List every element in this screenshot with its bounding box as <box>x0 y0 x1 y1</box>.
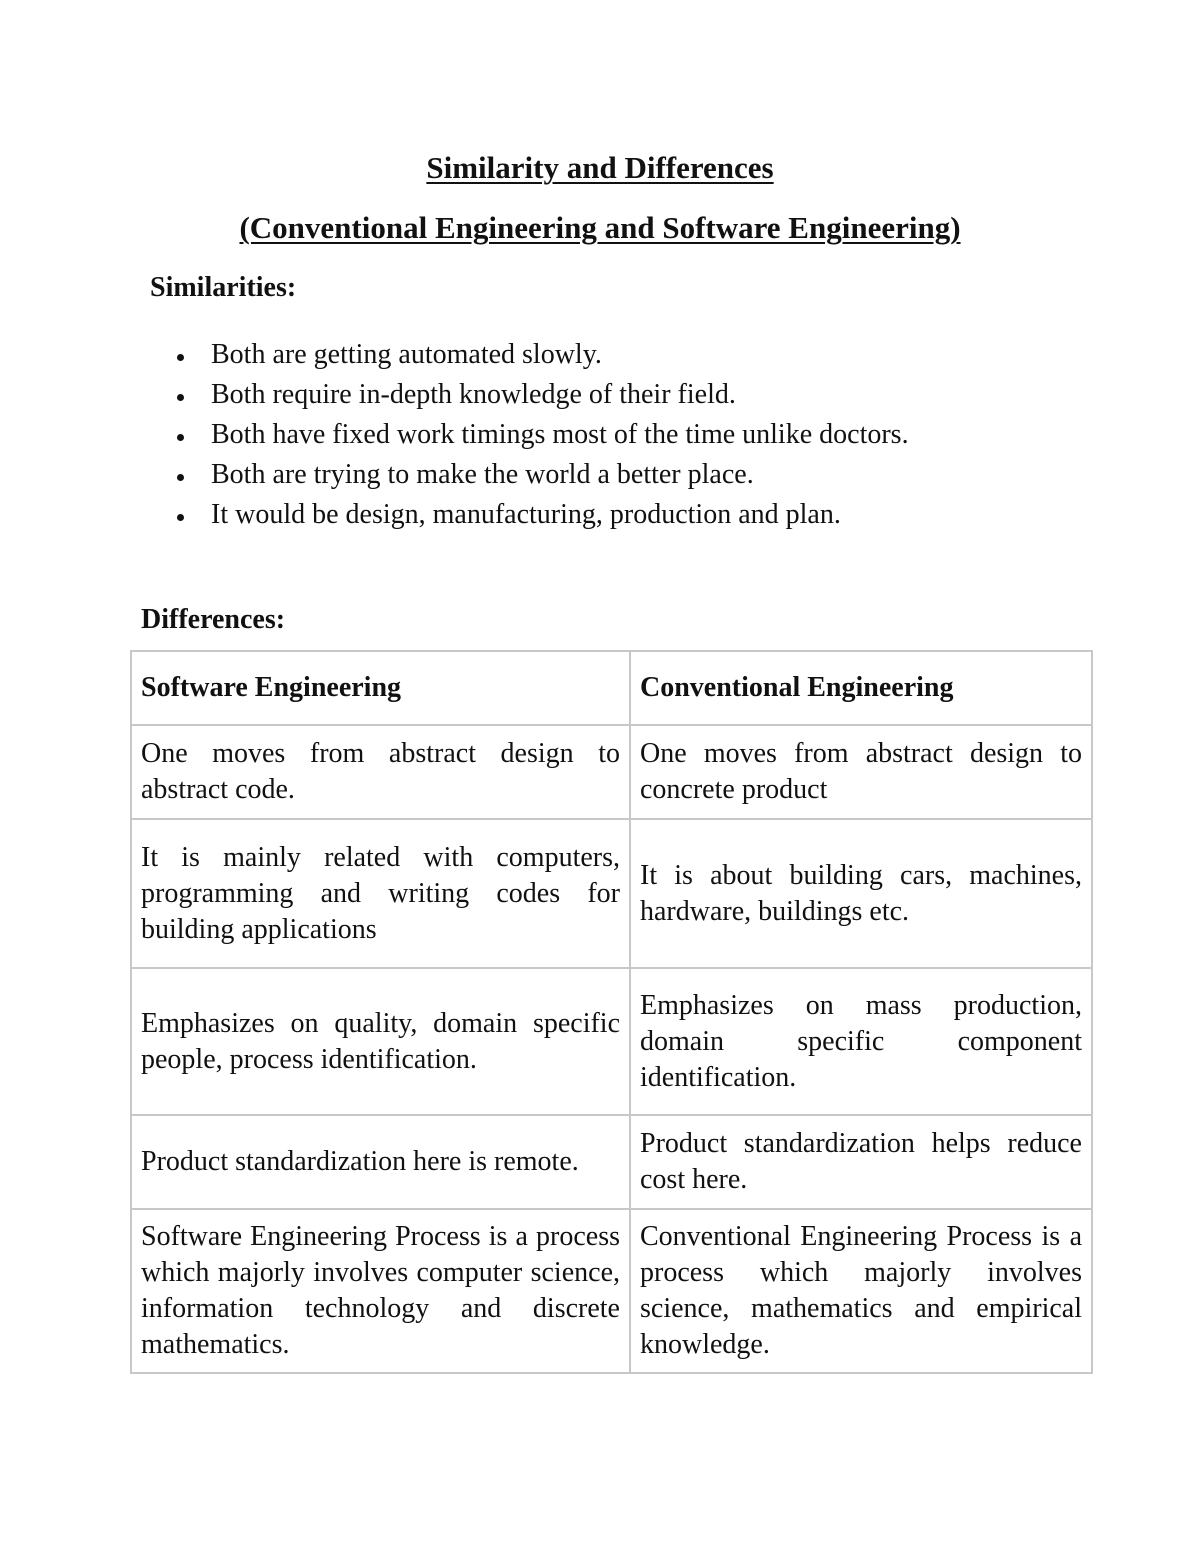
table-cell: Software Engineering Process is a process which majorly involves computer science, information technology and discrete mathematics. <box>131 1209 630 1373</box>
bullet-icon <box>177 514 184 521</box>
table-cell: Product standardization here is remote. <box>131 1115 630 1209</box>
table-row <box>131 819 1092 968</box>
table-cell: It is about building cars, machines, hardware, buildings etc. <box>630 819 1092 968</box>
table-cell: Emphasizes on quality, domain specific people, process identification. <box>131 968 630 1115</box>
table-row <box>131 1209 1092 1373</box>
document-title: Similarity and Differences <box>426 150 774 185</box>
table-cell: One moves from abstract design to concrete product <box>630 725 1092 819</box>
document-subtitle: (Conventional Engineering and Software Engineering) <box>239 210 961 245</box>
table-cell: Conventional Engineering Process is a process which majorly involves science, mathematics and empirical knowledge. <box>630 1209 1092 1373</box>
list-item <box>170 417 909 457</box>
column-header-conventional: Conventional Engineering <box>630 651 1092 725</box>
bullet-icon <box>177 354 184 361</box>
table-cell: Emphasizes on mass production, domain specific component identification. <box>630 968 1092 1115</box>
bullet-icon <box>177 434 184 441</box>
table-header-row <box>131 651 1092 725</box>
table-row <box>131 1115 1092 1209</box>
column-header-software: Software Engineering <box>131 651 630 725</box>
table-cell: One moves from abstract design to abstract code. <box>131 725 630 819</box>
list-item <box>170 377 909 417</box>
list-item-text: It would be design, manufacturing, production and plan. <box>211 499 841 530</box>
similarities-heading: Similarities: <box>150 272 297 303</box>
list-item <box>170 457 909 497</box>
table-row <box>131 968 1092 1115</box>
list-item <box>170 497 909 537</box>
list-item-text: Both are getting automated slowly. <box>211 339 602 370</box>
bullet-icon <box>177 474 184 481</box>
differences-heading: Differences: <box>141 604 286 635</box>
table-cell: It is mainly related with computers, programming and writing codes for building applications <box>131 819 630 968</box>
list-item-text: Both are trying to make the world a better place. <box>211 459 754 490</box>
table-row <box>131 725 1092 819</box>
list-item <box>170 337 909 377</box>
differences-table <box>130 650 1093 1374</box>
table-cell: Product standardization helps reduce cost here. <box>630 1115 1092 1209</box>
similarities-list <box>170 337 909 537</box>
list-item-text: Both have fixed work timings most of the time unlike doctors. <box>211 419 909 450</box>
bullet-icon <box>177 394 184 401</box>
list-item-text: Both require in-depth knowledge of their field. <box>211 379 736 410</box>
